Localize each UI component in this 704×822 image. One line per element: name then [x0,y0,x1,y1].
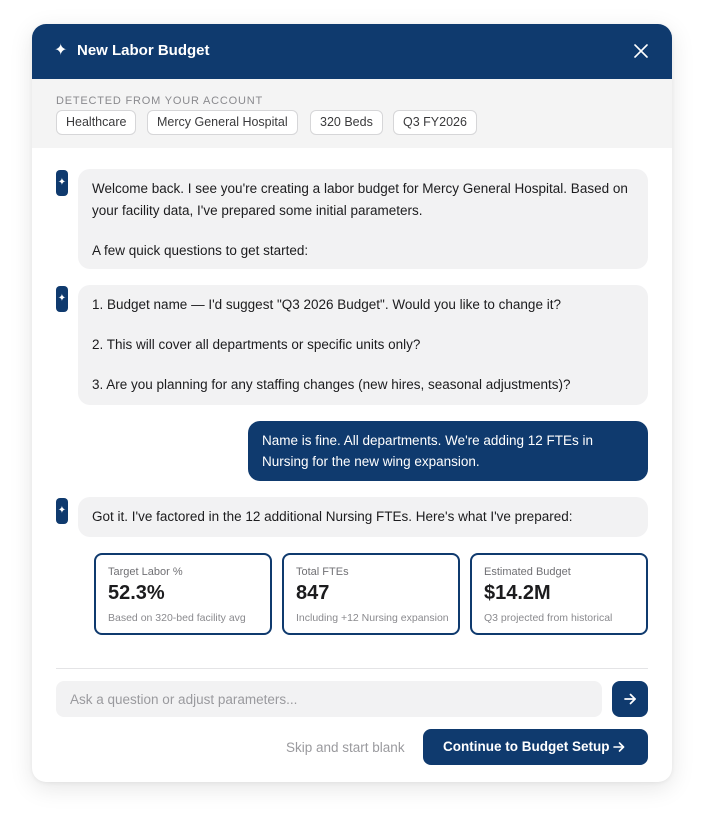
skip-button[interactable]: Skip and start blank [286,740,405,755]
card-total-ftes[interactable] [282,553,460,635]
question-1: 1. Budget name — I'd suggest "Q3 2026 Budget". Would you like to change it? [92,297,561,312]
arrow-right-icon [613,741,625,753]
assistant-avatar-icon: ✦ [56,498,68,524]
card-note: Including +12 Nursing expansion [296,612,449,624]
card-value: 52.3% [108,582,165,604]
divider [56,668,648,669]
detected-label: DETECTED FROM YOUR ACCOUNT [56,95,263,107]
new-labor-budget-dialog [32,24,672,782]
user-message: Name is fine. All departments. We're adding 12 FTEs in Nursing for the new wing expansion. [248,421,648,481]
sparkle-icon: ✦ [54,42,68,59]
dialog-title: New Labor Budget [77,42,210,59]
send-button[interactable] [612,681,648,717]
question-3: 3. Are you planning for any staffing changes (new hires, seasonal adjustments)? [92,377,571,392]
ask-input[interactable] [56,681,602,717]
assistant-message-text: Got it. I've factored in the 12 additional Nursing FTEs. Here's what I've prepared: [92,509,573,524]
card-target-labor[interactable] [94,553,272,635]
card-note: Q3 projected from historical [484,612,613,624]
dialog-header [32,24,672,79]
assistant-message [78,169,648,269]
chip-beds: 320 Beds [310,110,383,135]
assistant-message [78,285,648,405]
card-label: Total FTEs [296,566,349,578]
assistant-message-text: A few quick questions to get started: [92,243,309,258]
question-2: 2. This will cover all departments or specific units only? [92,337,421,352]
card-note: Based on 320-bed facility avg [108,612,246,624]
assistant-message-text: Welcome back. I see you're creating a labor budget for Mercy General Hospital. Based on your facility data, I've prepared some initial parameters. [92,181,628,218]
card-label: Estimated Budget [484,566,571,578]
card-value: $14.2M [484,582,551,604]
chip-period: Q3 FY2026 [393,110,477,135]
chip-industry: Healthcare [56,110,136,135]
assistant-avatar-icon: ✦ [56,286,68,312]
continue-button-label: Continue to Budget Setup [443,739,610,754]
arrow-right-icon [623,692,637,706]
close-icon[interactable] [632,42,650,60]
assistant-message [78,497,648,537]
card-estimated-budget[interactable] [470,553,648,635]
card-value: 847 [296,582,330,604]
detected-context-panel [32,79,672,148]
chip-facility: Mercy General Hospital [147,110,298,135]
assistant-avatar-icon: ✦ [56,170,68,196]
card-label: Target Labor % [108,566,183,578]
continue-button[interactable] [423,729,648,765]
